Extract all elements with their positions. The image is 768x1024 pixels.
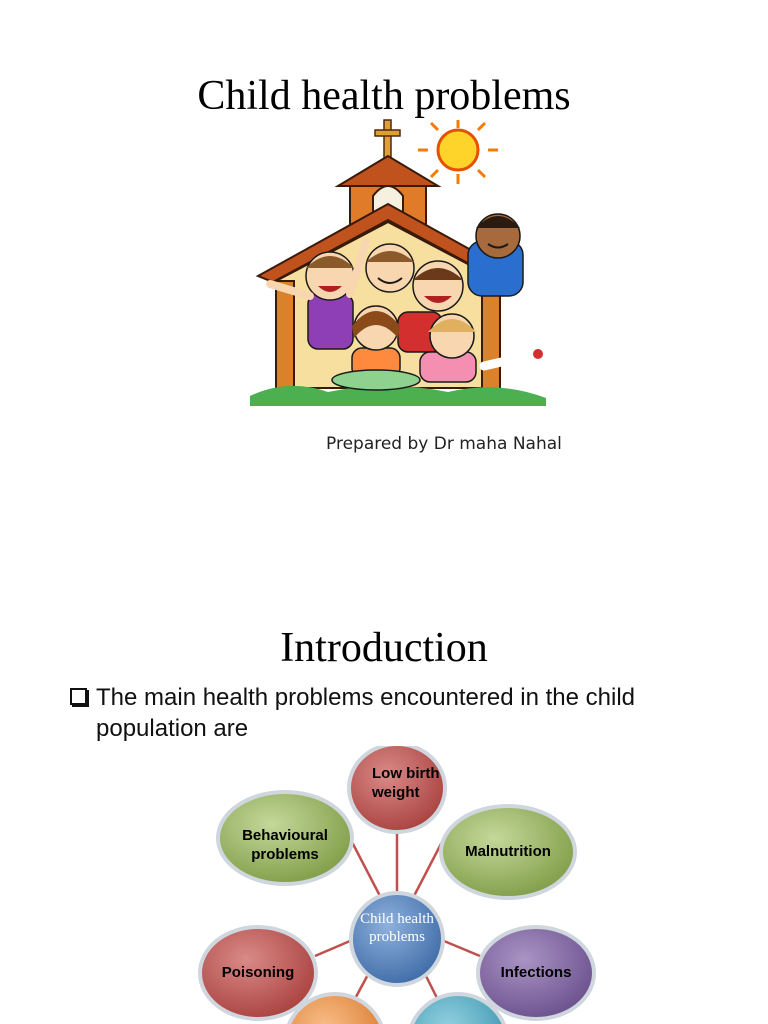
- square-bullet-icon: [70, 688, 87, 705]
- slide-title: Introduction: [280, 625, 488, 671]
- church-children-illustration: [248, 116, 548, 406]
- child-figure: [468, 214, 523, 296]
- label-low-birth-weight: Low birth weight: [372, 765, 440, 801]
- label-behavioural-problems: Behavioural problems: [242, 827, 328, 863]
- label-malnutrition: Malnutrition: [465, 843, 551, 860]
- child-figure: [366, 244, 414, 292]
- cycle-diagram: [190, 746, 620, 1024]
- author-credit: Prepared by Dr maha Nahal: [326, 434, 562, 454]
- label-infections: Infections: [500, 964, 572, 981]
- bullet-text: The main health problems encountered in the child population are: [96, 684, 635, 742]
- label-center: Child health problems: [360, 911, 434, 945]
- bullet-point: [70, 682, 710, 744]
- slide-title: Child health problems: [197, 73, 571, 119]
- introduction-slide: [0, 576, 768, 1024]
- sun-icon: [418, 120, 498, 184]
- cross-icon: [375, 120, 400, 160]
- label-poisoning: Poisoning: [221, 964, 295, 981]
